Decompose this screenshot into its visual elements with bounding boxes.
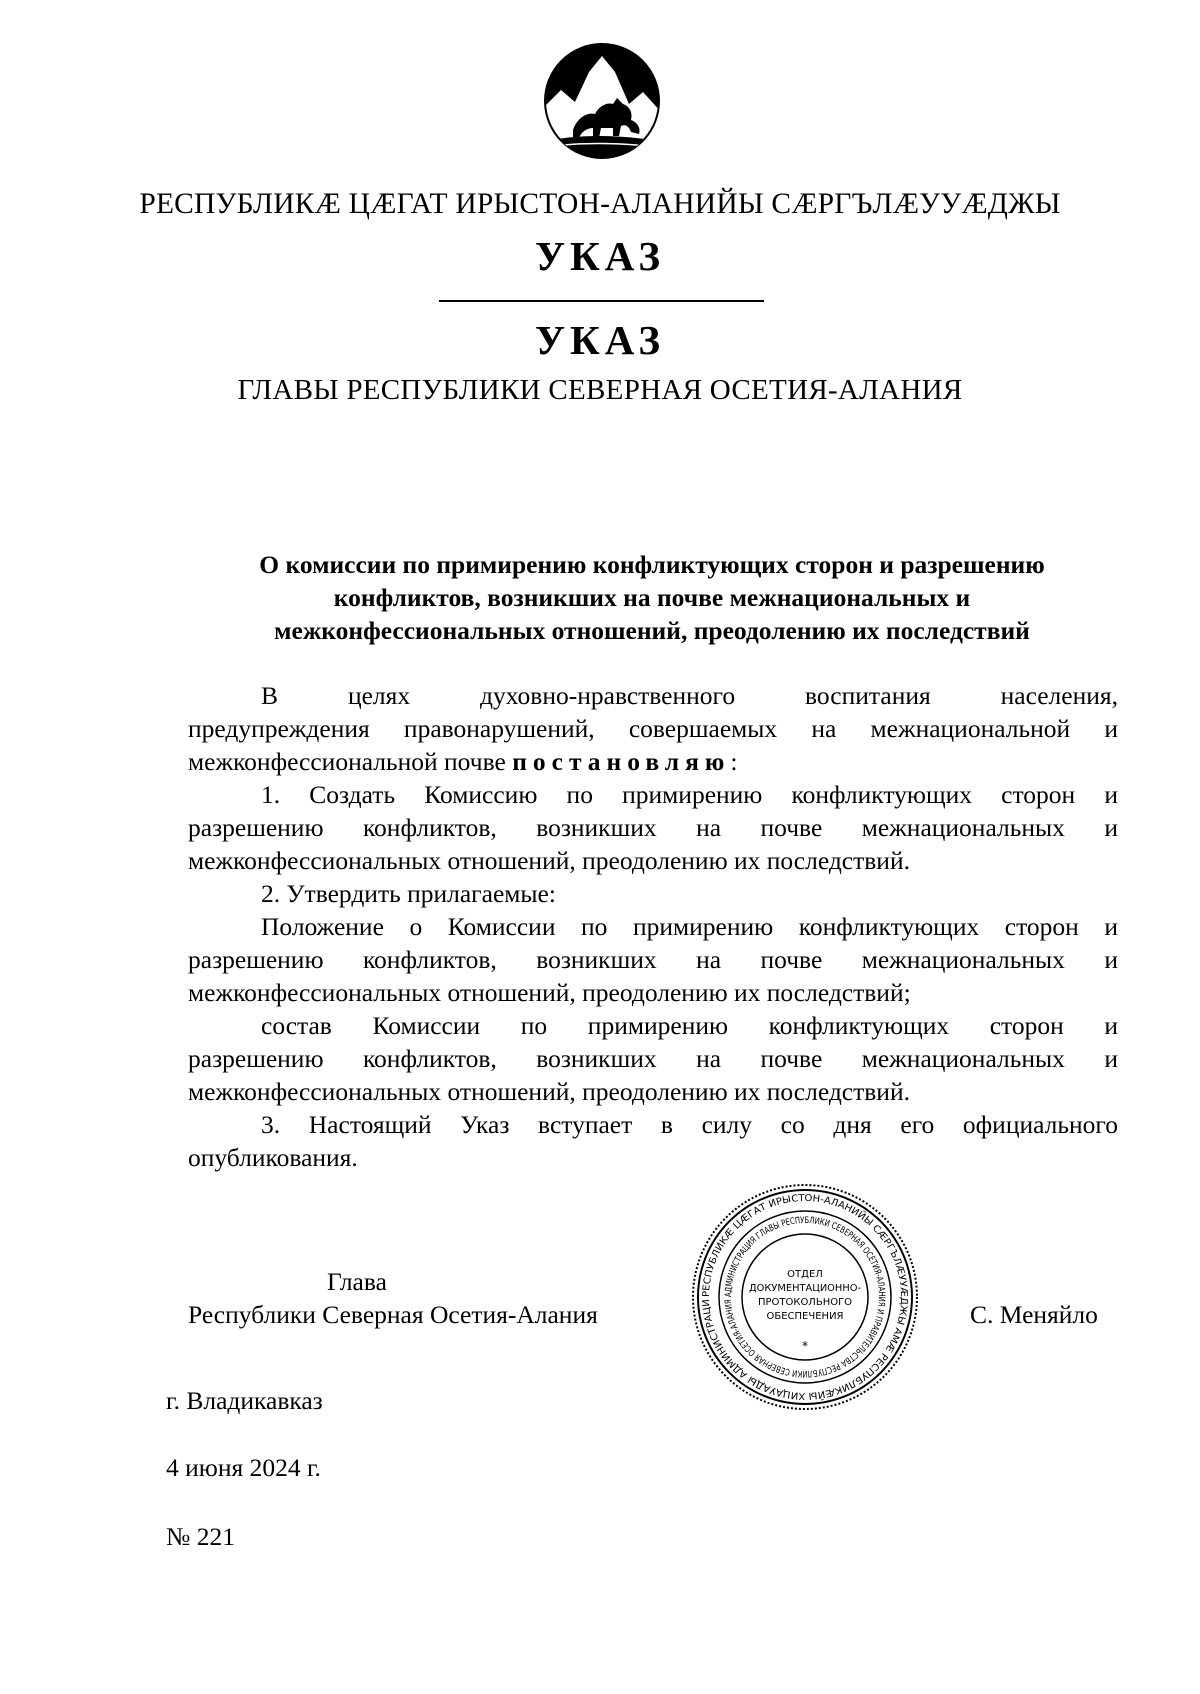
body-line-decree <box>188 745 1118 778</box>
signatory-name: С. Меняйло <box>970 1300 1098 1329</box>
seal-center-line: ПРОТОКОЛЬНОГО <box>757 1297 853 1308</box>
title-line: О комиссии по примирению конфликтующих сторон и разрешению <box>259 550 1045 579</box>
body-line: опубликования. <box>188 1143 358 1172</box>
decree-colon: : <box>730 747 738 776</box>
seal-outer-text: РЕСПУБЛИКӔ ЦӔГАТ ИРЫСТОН-АЛАНИЙЫ СӔРГЪЛӔУУӔДЖЫ АМӔ РЕСПУБЛИКӔЙЫ ХИЦАУАДЫ АДМИНИСТРАЦИ <box>700 1192 910 1402</box>
decree-place: г. Владикавказ <box>166 1386 323 1415</box>
body-line: 3. Настоящий Указ вступает в силу со дня его официального <box>261 1110 1118 1139</box>
ukaz-russian-heading: УКАЗ <box>534 317 666 363</box>
body-line: Положение о Комиссии по примирению конфликтующих сторон и <box>261 912 1118 941</box>
seal-star-icon: * <box>802 1339 808 1353</box>
decree-number: № 221 <box>166 1522 235 1551</box>
body-line: разрешению конфликтов, возникших на почве межнациональных и <box>188 813 1118 842</box>
body-line: межконфессиональных отношений, преодолению их последствий. <box>188 846 910 875</box>
body-line: состав Комиссии по примирению конфликтующих сторон и <box>261 1011 1118 1040</box>
body-line: разрешению конфликтов, возникших на почве межнациональных и <box>188 1044 1118 1073</box>
body-line: межконфессиональных отношений, преодолению их последствий; <box>188 978 911 1007</box>
decree-title <box>186 548 1118 647</box>
title-line: конфликтов, возникших на почве межнациональных и <box>333 583 971 612</box>
body-line: 1. Создать Комиссию по примирению конфликтующих сторон и <box>261 780 1118 809</box>
signatory-title-line2: Республики Северная Осетия-Алания <box>188 1300 598 1329</box>
republic-ossetian-heading: РЕСПУБЛИКӔ ЦӔГАТ ИРЫСТОН-АЛАНИЙЫ СӔРГЪЛӔУУӔДЖЫ <box>139 188 1061 220</box>
seal-inner-text: АДМИНИСТРАЦИЯ ГЛАВЫ РЕСПУБЛИКИ СЕВЕРНАЯ ОСЕТИЯ-АЛАНИЯ И ПРАВИТЕЛЬСТВА РЕСПУБЛИКИ СЕВЕРНАЯ ОСЕТИЯ-АЛАНИЯ <box>723 1215 887 1379</box>
signatory-title-line1: Глава <box>327 1267 387 1296</box>
heading-divider <box>439 300 764 302</box>
title-line: межконфессиональных отношений, преодолению их последствий <box>274 616 1030 645</box>
republic-russian-heading: ГЛАВЫ РЕСПУБЛИКИ СЕВЕРНАЯ ОСЕТИЯ-АЛАНИЯ <box>237 374 963 406</box>
coat-of-arms-icon <box>543 42 661 160</box>
decree-date: 4 июня 2024 г. <box>166 1453 321 1482</box>
seal-center-line: ОБЕСПЕЧЕНИЯ <box>766 1311 844 1322</box>
body-line: предупреждения правонарушений, совершаемых на межнациональной и <box>188 714 1118 743</box>
decree-word: постановляю <box>512 747 731 776</box>
seal-center-line: ДОКУМЕНТАЦИОННО- <box>749 1283 862 1294</box>
body-line-text: межконфессиональной почве <box>188 747 513 776</box>
body-line: межконфессиональных отношений, преодолению их последствий. <box>188 1077 910 1106</box>
body-line: разрешению конфликтов, возникших на почве межнациональных и <box>188 945 1118 974</box>
decree-body <box>188 679 1118 1174</box>
body-line: В целях духовно-нравственного воспитания населения, <box>261 681 1118 710</box>
body-line: 2. Утвердить прилагаемые: <box>261 879 556 908</box>
official-seal-icon <box>690 1182 920 1412</box>
seal-center-line: ОТДЕЛ <box>787 1269 823 1280</box>
ukaz-ossetian-heading: УКАЗ <box>534 233 666 279</box>
